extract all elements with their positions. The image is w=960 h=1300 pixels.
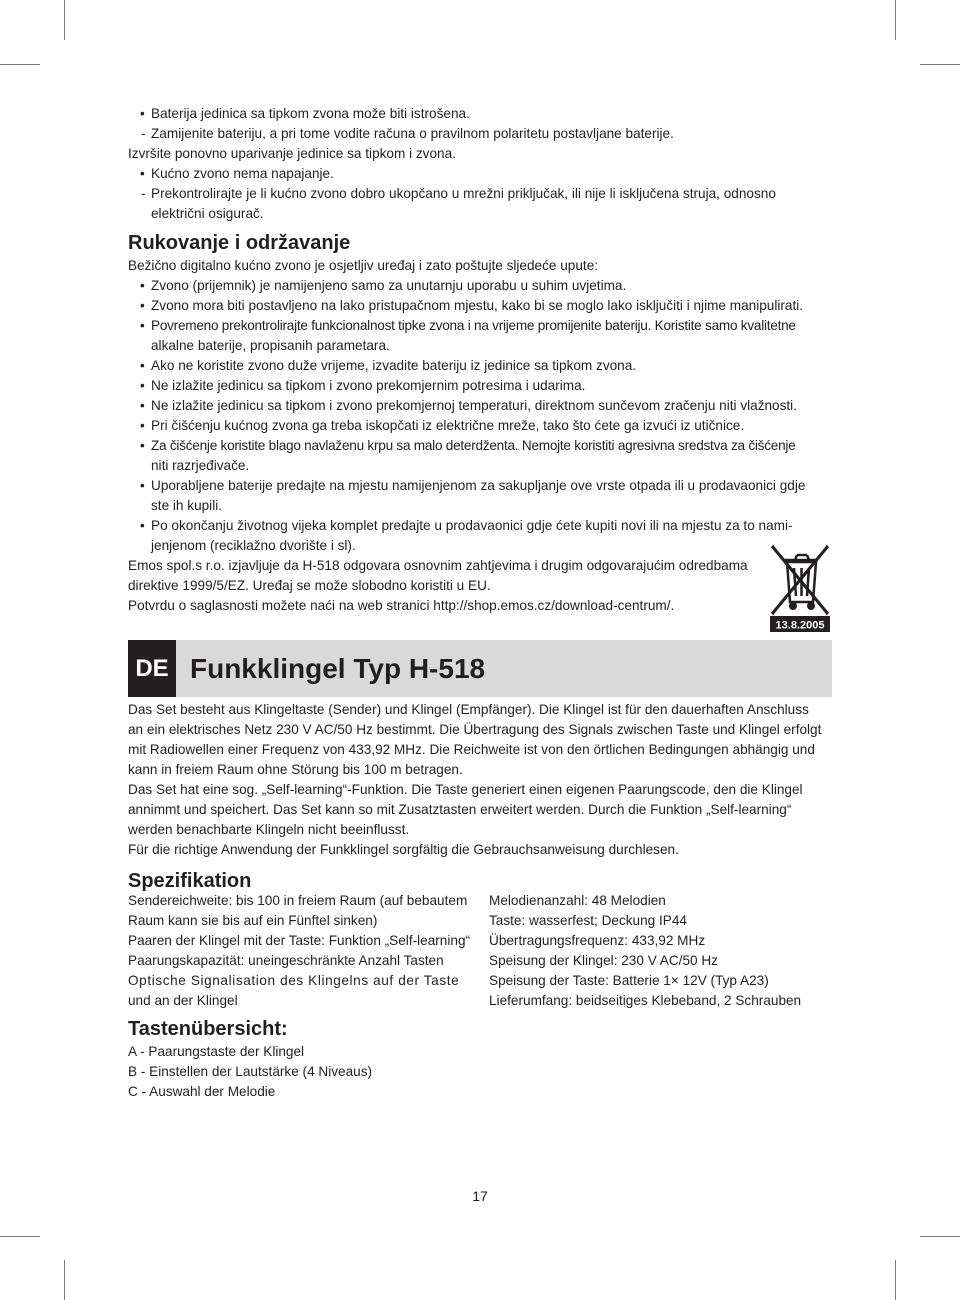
list-item: • Kućno zvono nema napajanje. <box>128 164 832 184</box>
list-item-continuation: niti razrjeđivače. <box>151 458 250 473</box>
paragraph-line: werden benachbarte Klingeln nicht beeinflusst. <box>128 822 410 837</box>
crop-mark-top-right-h <box>920 64 960 65</box>
list-item: • Pri čišćenju kućnog zvona ga treba iskopčati iz električne mreže, tako što ćete ga izvući iz utičnice. <box>128 416 832 436</box>
de-title-banner <box>128 640 832 697</box>
list-item: • Povremeno prekontrolirajte funkcionalnost tipke zvona i na vrijeme promijenite bateriju. Koristite samo kvalitetne <box>128 316 832 336</box>
spec-line: Übertragungsfrequenz: 433,92 MHz <box>489 933 706 948</box>
list-item: • Zvono (prijemnik) je namijenjeno samo za unutarnju uporabu u suhim uvjetima. <box>128 276 832 296</box>
paragraph-line: kann in freiem Raum ohne Störung bis 100 m betragen. <box>128 762 463 777</box>
crop-mark-top-left-v <box>64 0 65 40</box>
spec-line: und an der Klingel <box>128 993 238 1008</box>
spec-right-column <box>489 891 832 1011</box>
crop-mark-bottom-right-v <box>895 1260 896 1300</box>
language-code-badge: DE <box>128 640 176 697</box>
paragraph-line: mit Radiowellen einer Frequenz von 433,92 MHz. Die Reichweite ist von den örtlichen Bedingungen abhängig und <box>128 742 815 757</box>
paragraph-line: Das Set besteht aus Klingeltaste (Sender) und Klingel (Empfänger). Die Klingel ist für den dauerhaften Anschluss <box>128 702 809 717</box>
paragraph-line: an ein elektrisches Netz 230 V AC/50 Hz bestimmt. Die Übertragung des Signals zwischen Taste und Klingel erfolgt <box>128 722 822 737</box>
list-item-continuation: jenjenom (reciklažno dvorište i sl). <box>151 538 356 553</box>
list-item: C - Auswahl der Melodie <box>128 1084 276 1099</box>
spec-line: Lieferumfang: beidseitiges Klebeband, 2 Schrauben <box>489 993 802 1008</box>
spec-line: Raum kann sie bis auf ein Fünftel sinken) <box>128 913 378 928</box>
list-item-continuation: električni osigurač. <box>151 206 264 221</box>
crop-mark-bottom-right-h <box>920 1236 960 1237</box>
list-item: - Zamijenite bateriju, a pri tome vodite računa o pravilnom polaritetu postavljane baterije. <box>128 124 832 144</box>
list-item: • Uporabljene baterije predajte na mjestu namijenjenom za sakupljanje ove vrste otpada ili u prodavaonici gdje <box>128 476 832 496</box>
crop-mark-bottom-left-v <box>64 1260 65 1300</box>
list-item: • Ne izlažite jedinicu sa tipkom i zvono prekomjernoj temperaturi, direktnom sunčevom zračenju niti vlažnosti. <box>128 396 832 416</box>
declaration-line: Potvrdu o saglasnosti možete naći na web stranici http://shop.emos.cz/download-centrum/. <box>128 598 675 613</box>
paragraph-line: Für die richtige Anwendung der Funkklingel sorgfältig die Gebrauchsanweisung durchlesen. <box>128 842 679 857</box>
list-item: • Ako ne koristite zvono duže vrijeme, izvadite bateriju iz jedinice sa tipkom zvona. <box>128 356 832 376</box>
paragraph-line: Das Set hat eine sog. „Self-learning“-Funktion. Die Taste generiert einen eigenen Paarungscode, den die Klingel <box>128 782 803 797</box>
list-item: • Zvono mora biti postavljeno na lako pristupačnom mjestu, kako bi se moglo lako isključiti i njime manipulirati. <box>128 296 832 316</box>
spec-line: Paarungskapazität: uneingeschränkte Anzahl Tasten <box>128 953 444 968</box>
list-item-continuation: alkalne baterije, propisanih parametara. <box>151 338 390 353</box>
list-item: - Prekontrolirajte je li kućno zvono dobro ukopčano u mrežni priključak, ili nije li isključena struja, odnosno <box>128 184 832 204</box>
spec-line: Speisung der Taste: Batterie 1× 12V (Typ A23) <box>489 973 769 988</box>
spec-line: Melodienanzahl: 48 Melodien <box>489 893 666 908</box>
crop-mark-top-left-h <box>0 64 40 65</box>
keys-section <box>128 1016 832 1102</box>
spec-line: Taste: wasserfest; Deckung IP44 <box>489 913 687 928</box>
spec-left-column <box>128 891 478 1011</box>
list-item: • Ne izlažite jedinicu sa tipkom i zvono prekomjernim potresima i udarima. <box>128 376 832 396</box>
page-title: Funkklingel Typ H-518 <box>190 653 486 684</box>
paragraph-line: Izvršite ponovno uparivanje jedinice sa tipkom i zvona. <box>128 146 456 161</box>
paragraph-line: Bežično digitalno kućno zvono je osjetljiv uređaj i zato poštujte sljedeće upute: <box>128 258 599 273</box>
spec-line: Optische Signalisation des Klingelns auf der Taste <box>128 973 460 988</box>
list-item: • Po okončanju životnog vijeka komplet predajte u prodavaonici gdje ćete kupiti novi ili na mjestu za to nami- <box>128 516 832 536</box>
crop-mark-top-right-v <box>895 0 896 40</box>
declaration-line: Emos spol.s r.o. izjavljuje da H-518 odgovara osnovnim zahtjevima i drugim odgovarajućim odredbama <box>128 558 748 573</box>
crop-mark-bottom-left-h <box>0 1236 40 1237</box>
declaration-line: direktive 1999/5/EZ. Uređaj se može slobodno koristiti u EU. <box>128 578 491 593</box>
list-item: • Za čišćenje koristite blago navlaženu krpu sa malo deterdženta. Nemojte koristiti agresivna sredstva za čišćenje <box>128 436 832 456</box>
spec-line: Paaren der Klingel mit der Taste: Funktion „Self-learning“ <box>128 933 471 948</box>
section-heading-rukovanje: Rukovanje i održavanje <box>128 232 351 254</box>
section-heading-spezifikation: Spezifikation <box>128 870 252 892</box>
section-heading-tastenuebersicht: Tastenübersicht: <box>128 1018 288 1040</box>
paragraph-line: annimmt und speichert. Das Set kann so mit Zusatztasten erweitert werden. Durch die Funktion „Self-learning“ <box>128 802 792 817</box>
weee-crossed-bin-icon <box>768 540 832 632</box>
spec-line: Speisung der Klingel: 230 V AC/50 Hz <box>489 953 718 968</box>
hr-section <box>128 104 832 616</box>
list-item: A - Paarungstaste der Klingel <box>128 1044 305 1059</box>
list-item-continuation: ste ih kupili. <box>151 498 223 513</box>
list-item: B - Einstellen der Lautstärke (4 Niveaus) <box>128 1064 373 1079</box>
de-intro <box>128 700 832 894</box>
page-number: 17 <box>472 1188 488 1204</box>
weee-date: 13.8.2005 <box>775 619 825 632</box>
list-item: • Baterija jedinica sa tipkom zvona može biti istrošena. <box>128 104 832 124</box>
spec-line: Sendereichweite: bis 100 in freiem Raum (auf bebautem <box>128 893 468 908</box>
